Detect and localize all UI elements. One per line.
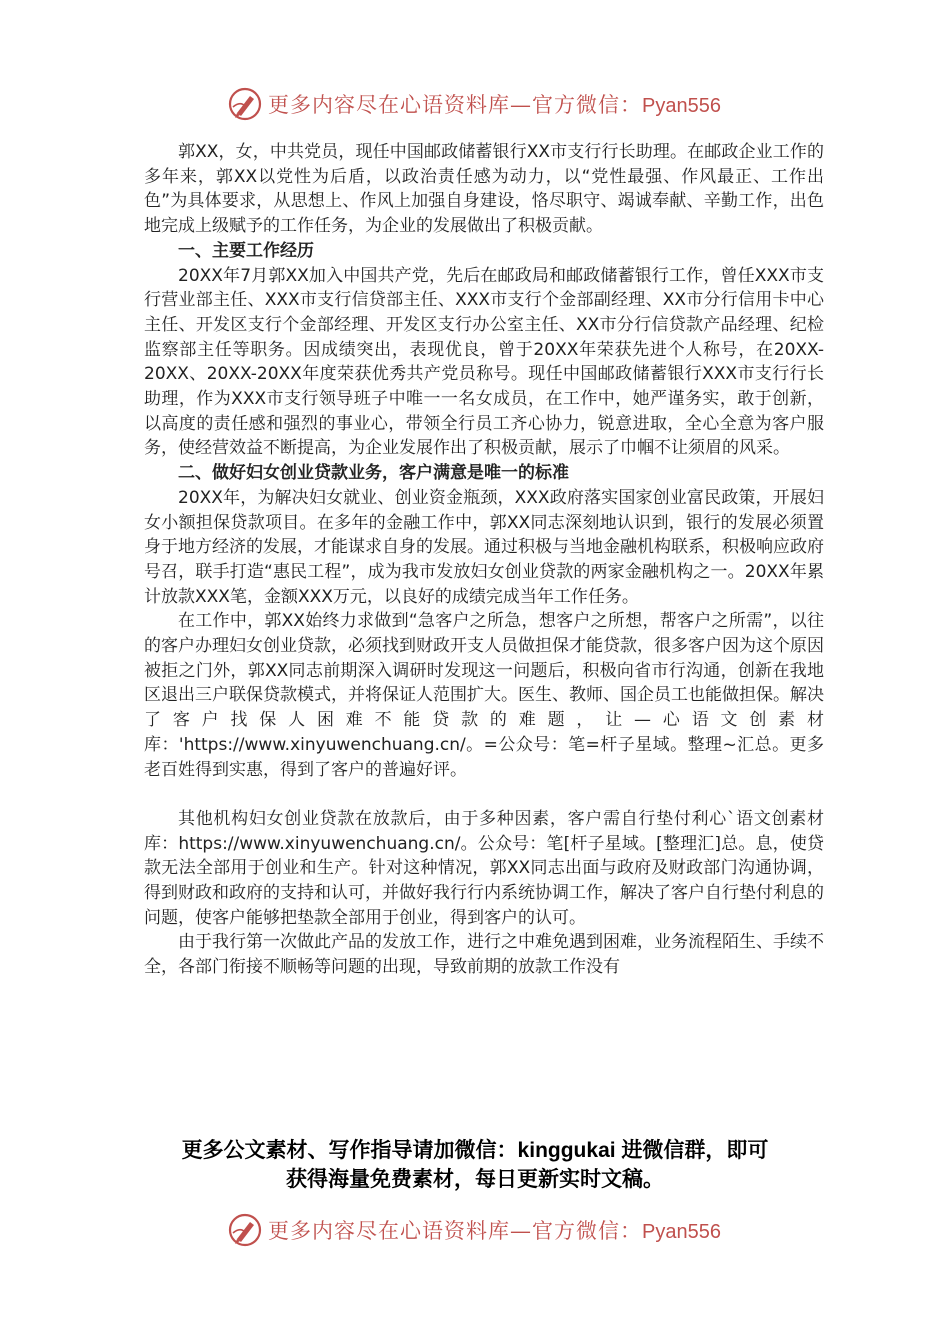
- section2-paragraph: 由于我行第一次做此产品的发放工作，进行之中难免遇到困难，业务流程陌生、手续不全，各部门衔接不顺畅等问题的出现，导致前期的放款工作没有: [144, 932, 824, 978]
- section2-paragraph: 其他机构妇女创业贷款在放款后，由于多种因素，客户需自行垫付利心`语文创素材库：https://www.xinyuwenchuang.cn/。公众号：笔[杆子星域。[整理汇]总。息，使贷款无法全部用于创业和生产。针对这种情况，郭XX同志出面与政府及财政部门沟通协调，得到财政和政府的支持和认可，并做好我行行内系统协调工作，解决了客户自行垫付利息的问题，使客户能够把垫款全部用于创业，得到客户的认可。: [144, 808, 824, 928]
- header-banner-handle: Pyan556: [642, 95, 721, 117]
- section1-paragraph: 20XX年7月郭XX加入中国共产党，先后在邮政局和邮政储蓄银行工作，曾任XXX市支行营业部主任、XXX市支行信贷部主任、XXX市支行个金部副经理、XX市分行信用卡中心主任、开发区支行个金部经理、开发区支行办公室主任、XX市分行信贷款产品经理、纪检监察部主任等职务。因成绩突出，表现优良，曾于20XX年荣获先进个人称号，在20XX-20XX、20XX-20XX年度荣获优秀共产党员称号。现任中国邮政储蓄银行XXX市支行行长助理，作为XXX市支行领导班子中唯一一名女成员，在工作中，她严谨务实，敢于创新，以高度的责任感和强烈的事业心，带领全行员工齐心协力，锐意进取，全心全意为客户服务，使经营效益不断提高，为企业发展作出了积极贡献，展示了巾帼不让须眉的风采。: [144, 265, 824, 459]
- promo-line-1: 更多公文素材、写作指导请加微信：kinggukai 进微信群，即可: [181, 1139, 769, 1162]
- section2-paragraph: 20XX年，为解决妇女就业、创业资金瓶颈，XXX政府落实国家创业富民政策，开展妇女小额担保贷款项目。在多年的金融工作中，郭XX同志深刻地认识到，银行的发展必须置身于地方经济的发展，才能谋求自身的发展。通过积极与当地金融机构联系，积极响应政府号召，联手打造“惠民工程”，成为我市发放妇女创业贷款的两家金融机构之一。20XX年累计放款XXX笔，金额XXX万元，以良好的成绩完成当年工作任务。: [144, 487, 824, 607]
- header-banner-text: 更多内容尽在心语资料库—官方微信：Pyan556: [268, 93, 721, 117]
- footer-banner: [228, 1210, 721, 1250]
- section2-paragraph: 在工作中，郭XX始终力求做到“急客户之所急，想客户之所想，帮客户之所需”，以往的客户办理妇女创业贷款，必须找到财政开支人员做担保才能贷款，很多客户因为这个原因被拒之门外，郭XX同志前期深入调研时发现这一问题后，积极向省市行沟通，创新在我地区退出三户联保贷款模式，并将保证人范围扩大。医生、教师、国企员工也能做担保。解决了客户找保人困难不能贷款的难题，让—心语文创素材库：'https://www.xinyuwenchuang.cn/。=公众号：笔=杆子星域。整理~汇总。更多老百姓得到实惠，得到了客户的普遍好评。: [144, 611, 824, 780]
- pen-logo-icon: [228, 87, 262, 121]
- intro-paragraph: 郭XX，女，中共党员，现任中国邮政储蓄银行XX市支行行长助理。在邮政企业工作的多年来，郭XX以党性为后盾，以政治责任感为动力，以“党性最强、作风最正、工作出色”为具体要求，从思想上、作风上加强自身建设，恪尽职守、竭诚奉献、辛勤工作，出色地完成上级赋予的工作任务，为企业的发展做出了积极贡献。: [144, 142, 824, 237]
- paragraph-gap: [144, 782, 824, 807]
- document-body: [144, 140, 824, 980]
- section2-heading: 二、做好妇女创业贷款业务，客户满意是唯一的标准: [178, 463, 569, 484]
- promo-line-2: 获得海量免费素材，每日更新实时文稿。: [286, 1168, 664, 1191]
- promo-notice: [80, 1136, 870, 1194]
- footer-banner-handle: Pyan556: [642, 1221, 721, 1243]
- header-banner: [228, 84, 721, 124]
- section1-heading: 一、主要工作经历: [178, 240, 314, 261]
- footer-banner-text: 更多内容尽在心语资料库—官方微信：Pyan556: [268, 1219, 721, 1243]
- pen-logo-icon: [228, 1213, 262, 1247]
